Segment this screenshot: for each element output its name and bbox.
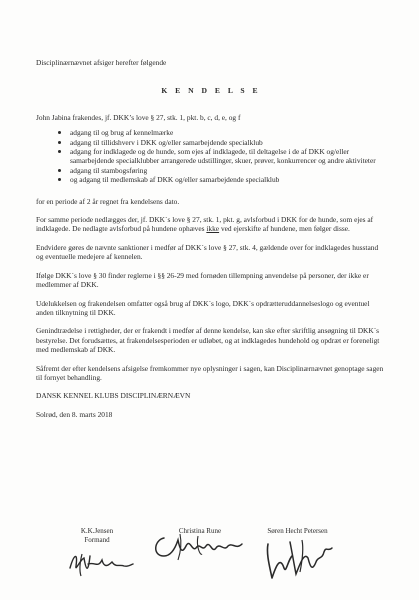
signature-block-chair [62, 527, 132, 544]
signatory-name: K.K.Jensen [80, 527, 114, 535]
paragraph-breeding-ban [36, 215, 386, 234]
lead-text: John Jabina frakendes, jf. DKK’s love § 27, stk. 1, pkt. b, c, d, e, og f [36, 112, 241, 122]
list-item: adgang for indklagede og de hunde, som ejes af indklagede, til deltagelse i de af DKK og/eller samarbejdende specialklubber arrangerede udstillinger, skuer, prøver, konkurrencer og andre aktiviteter [70, 147, 386, 166]
signature-block-member [250, 527, 345, 536]
paragraph-household: Endvidere gøres de nævnte sanktioner i medfør af DKK´s love § 27, stk. 4, gældende over for indklagedes husstand og eventuelle medejere af kennelen. [36, 242, 379, 262]
organization-name: DANSK KENNEL KLUBS DISCIPLINÆRNÆVN [36, 391, 191, 401]
paragraph-non-members: Ifølge DKK´s love § 30 finder reglerne i §§ 26-29 med fornøden tillempning anvendelse på personer, der ikke er medlemmer af DKK. [36, 270, 369, 290]
period-text: for en periode af 2 år regnet fra kendelsens dato. [36, 196, 180, 206]
signatory-name: Christina Rune [178, 527, 222, 535]
sanction-list [36, 128, 386, 184]
list-item: adgang til og brug af kennelmærke [70, 128, 386, 137]
paragraph-text: ved ejerskifte af hundene, men følger disse. [219, 224, 350, 234]
place-date: Solrød, den 8. marts 2018 [36, 409, 113, 419]
signature-mark-rune [150, 530, 250, 562]
paragraph-logo: Udelukkelsen og frakendelsen omfatter også brug af DKK´s logo, DKK´s opdrætteruddannelseslogo og eventuel anden tilknytning til DKK. [36, 298, 370, 317]
document-body [36, 58, 386, 419]
list-item: adgang til stambogsføring [70, 166, 386, 175]
paragraph-reopening: Såfremt der efter kendelsens afsigelse fremkommer nye oplysninger i sagen, kan Disciplinærnævnet genoptage sagen til fornyet behandling. [36, 363, 384, 382]
list-item: og adgang til medlemskab af DKK og/eller samarbejdende specialklub [70, 175, 386, 184]
signatory-name: Søren Hecht Petersen [267, 527, 328, 535]
document-title: K E N D E L S E [161, 86, 261, 96]
signatory-role: Formand [84, 535, 110, 544]
paragraph-text: For samme periode nedlægges der, jf. DKK´s love § 27, stk. 1, pkt. g, avlsforbud i DKK for de hunde, som ejes af indklagede. De nedlagte avlsforbud på hundene ophæves [36, 215, 374, 234]
paragraph-reinstatement: Genindtrædelse i rettigheder, der er frakendt i medfør af denne kendelse, kan ske efter skriftlig ansøgning til DKK´s bestyrelse. Det forudsættes, at frakendelsesperioden er udløbet, og at indklagedes hundehold og opdræt er foreneligt med medlemskab af DKK. [36, 326, 380, 355]
signature-mark-petersen [262, 538, 342, 582]
underlined-word: ikke [206, 224, 220, 234]
intro-text: Disciplinærnævnet afsiger herefter følgende [36, 58, 167, 67]
list-item: adgang til tillidshverv i DKK og/eller samarbejdende specialklub [70, 138, 386, 147]
signature-mark-jensen [66, 548, 136, 578]
